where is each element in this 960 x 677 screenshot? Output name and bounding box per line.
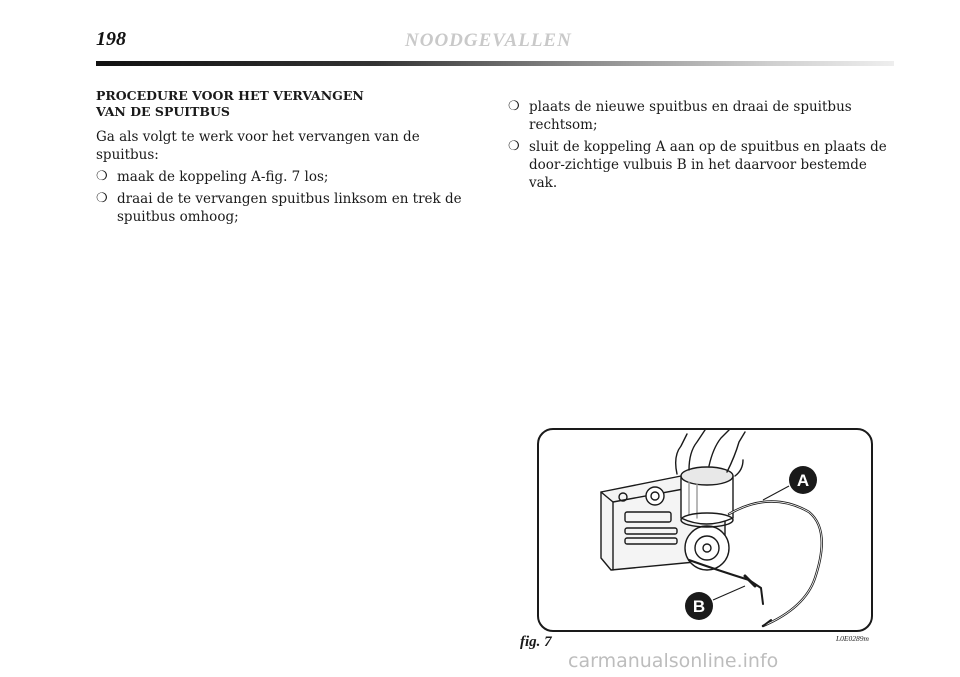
list-item: [96, 168, 486, 186]
bullet-icon: ❍: [96, 169, 108, 184]
right-column: [508, 98, 898, 196]
label-a: A: [796, 471, 810, 490]
list-item-text: sluit de koppeling A aan op de spuitbus en plaats de door-zichtige vulbuis B in het daarvoor bestemde vak.: [529, 139, 887, 191]
procedure-heading: [96, 88, 486, 120]
list-item: [96, 190, 486, 226]
hose-reel: [685, 526, 729, 570]
list-item: [508, 98, 898, 134]
page-number: 198: [96, 28, 126, 50]
compressor-illustration: [539, 430, 871, 630]
bullet-icon: ❍: [96, 191, 108, 206]
right-bullet-list: [508, 98, 898, 192]
figure-caption: fig. 7: [520, 634, 552, 650]
heading-line-2: VAN DE SPUITBUS: [96, 104, 230, 119]
list-item-text: draai de te vervangen spuitbus linksom en trek de spuitbus omhoog;: [117, 191, 462, 225]
label-b: B: [692, 597, 706, 616]
heading-line-1: PROCEDURE VOOR HET VERVANGEN: [96, 88, 364, 103]
list-item-text: maak de koppeling A-fig. 7 los;: [117, 169, 329, 185]
hose-a: [729, 501, 822, 626]
bullet-icon: ❍: [508, 139, 520, 154]
section-title: NOODGEVALLEN: [405, 30, 572, 51]
bullet-icon: ❍: [508, 99, 520, 114]
intro-text: Ga als volgt te werk voor het vervangen van de spuitbus:: [96, 129, 420, 163]
header-rule: [96, 61, 894, 66]
figure-code: L0E0289m: [836, 634, 869, 643]
left-column: [96, 88, 486, 230]
watermark: carmanualsonline.info: [568, 650, 779, 672]
figure-7-illustration: [537, 428, 873, 632]
left-bullet-list: [96, 168, 486, 226]
list-item: [508, 138, 898, 192]
list-item-text: plaats de nieuwe spuitbus en draai de spuitbus rechtsom;: [529, 99, 852, 133]
